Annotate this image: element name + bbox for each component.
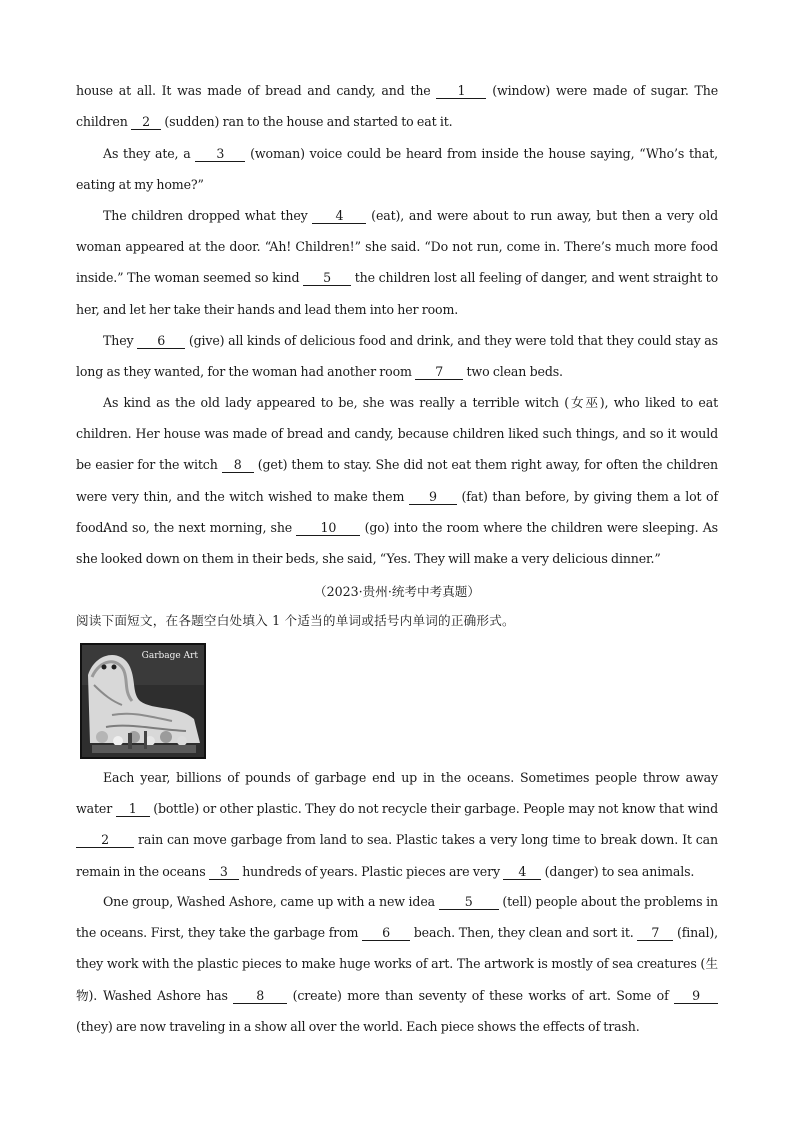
passage2-paragraph-2: One group, Washed Ashore, came up with a new idea 5 (tell) people about the problems in the oceans. First, they take the garbage from 6 beach. Then, they clean and sort it. 7 (final), they work with the plastic pieces to make huge works of art. The artwork is mostly of sea creatures (生物). [76, 894, 718, 1003]
photo-label: Garbage Art [141, 651, 198, 661]
blank-8[interactable]: 8 [222, 458, 254, 473]
exercise-instruction: 阅读下面短文，在各题空白处填入 1 个适当的单词或括号内单词的正确形式。 [76, 613, 515, 628]
blank-p2-3[interactable]: 3 [209, 865, 239, 880]
passage1-paragraph-4: They 6 (give) all kinds of delicious food and drink, and they were told that they could stay as long as they wanted, for the woman had another room 7 two clean beds. [76, 333, 718, 380]
blank-7[interactable]: 7 [415, 365, 463, 380]
blank-4[interactable]: 4 [312, 209, 366, 224]
passage1-paragraph-2: As they ate, a 3 (woman) voice could be heard from inside the house saying, “Who’s that, eating at my home?” [76, 146, 718, 193]
blank-1[interactable]: 1 [436, 84, 486, 99]
blank-9[interactable]: 9 [409, 490, 457, 505]
blank-5[interactable]: 5 [303, 271, 351, 286]
seal-sculpture-image [82, 645, 204, 757]
blank-6[interactable]: 6 [137, 334, 185, 349]
passage1-paragraph-3: The children dropped what they 4 (eat), and were about to run away, but then a very old woman appeared at the door. “Ah! Children!” she said. “Do not run, come in. There’s much more food inside.” The woman seemed so kind 5 the children lost all feeling of danger, and went straight to her, and let her take their hands and lead them into her room. [76, 208, 718, 317]
blank-p2-7[interactable]: 7 [637, 926, 673, 941]
passage2-paragraph-3: Washed Ashore has 8 (create) more than seventy of these works of art. Some of 9 (they) are now traveling in a show all over the world. Each piece shows the effects of trash. [76, 980, 718, 1042]
blank-p2-2[interactable]: 2 [76, 833, 134, 848]
passage1-paragraph-1: house at all. It was made of bread and candy, and the 1 (window) were made of sugar. The children 2 (sudden) ran to the house and started to eat it. [76, 83, 718, 130]
blank-3[interactable]: 3 [195, 147, 245, 162]
passage1-paragraph-6: And so, the next morning, she 10 (go) into the room where the children were sleeping. As she looked down on them in their beds, she said, “Yes. They will make a very delicious dinner.” [76, 520, 718, 567]
blank-p2-8[interactable]: 8 [233, 989, 287, 1004]
blank-p2-4[interactable]: 4 [503, 865, 541, 880]
blank-2[interactable]: 2 [131, 115, 161, 130]
passage2-paragraph-1: Each year, billions of pounds of garbage end up in the oceans. Sometimes people throw away water 1 (bottle) or other plastic. They do not recycle their garbage. People may not know that wind 2 rain can move garbage from land to sea. Plastic takes a very long time to break down. It can remain in the oceans 3 hundreds of years. Plastic pieces are very 4 (danger) to sea animals. [76, 770, 718, 879]
blank-p2-5[interactable]: 5 [439, 895, 499, 910]
blank-p2-1[interactable]: 1 [116, 802, 150, 817]
garbage-art-photo [80, 643, 206, 759]
blank-p2-9[interactable]: 9 [674, 989, 718, 1004]
blank-10[interactable]: 10 [296, 521, 360, 536]
passage1-paragraph-5: As kind as the old lady appeared to be, she was really a terrible witch (女巫), who liked to eat children. Her house was made of bread and candy, because children liked such things, and so it would be easier for the witch 8 (get) them to stay. She did not eat them right away, for often the children were very thin, and the witch wished to make them 9 (fat) than before, by giving them a lot of food. [76, 395, 719, 535]
exam-source-caption: （2023·贵州·统考中考真题） [314, 584, 480, 599]
blank-p2-6[interactable]: 6 [362, 926, 410, 941]
